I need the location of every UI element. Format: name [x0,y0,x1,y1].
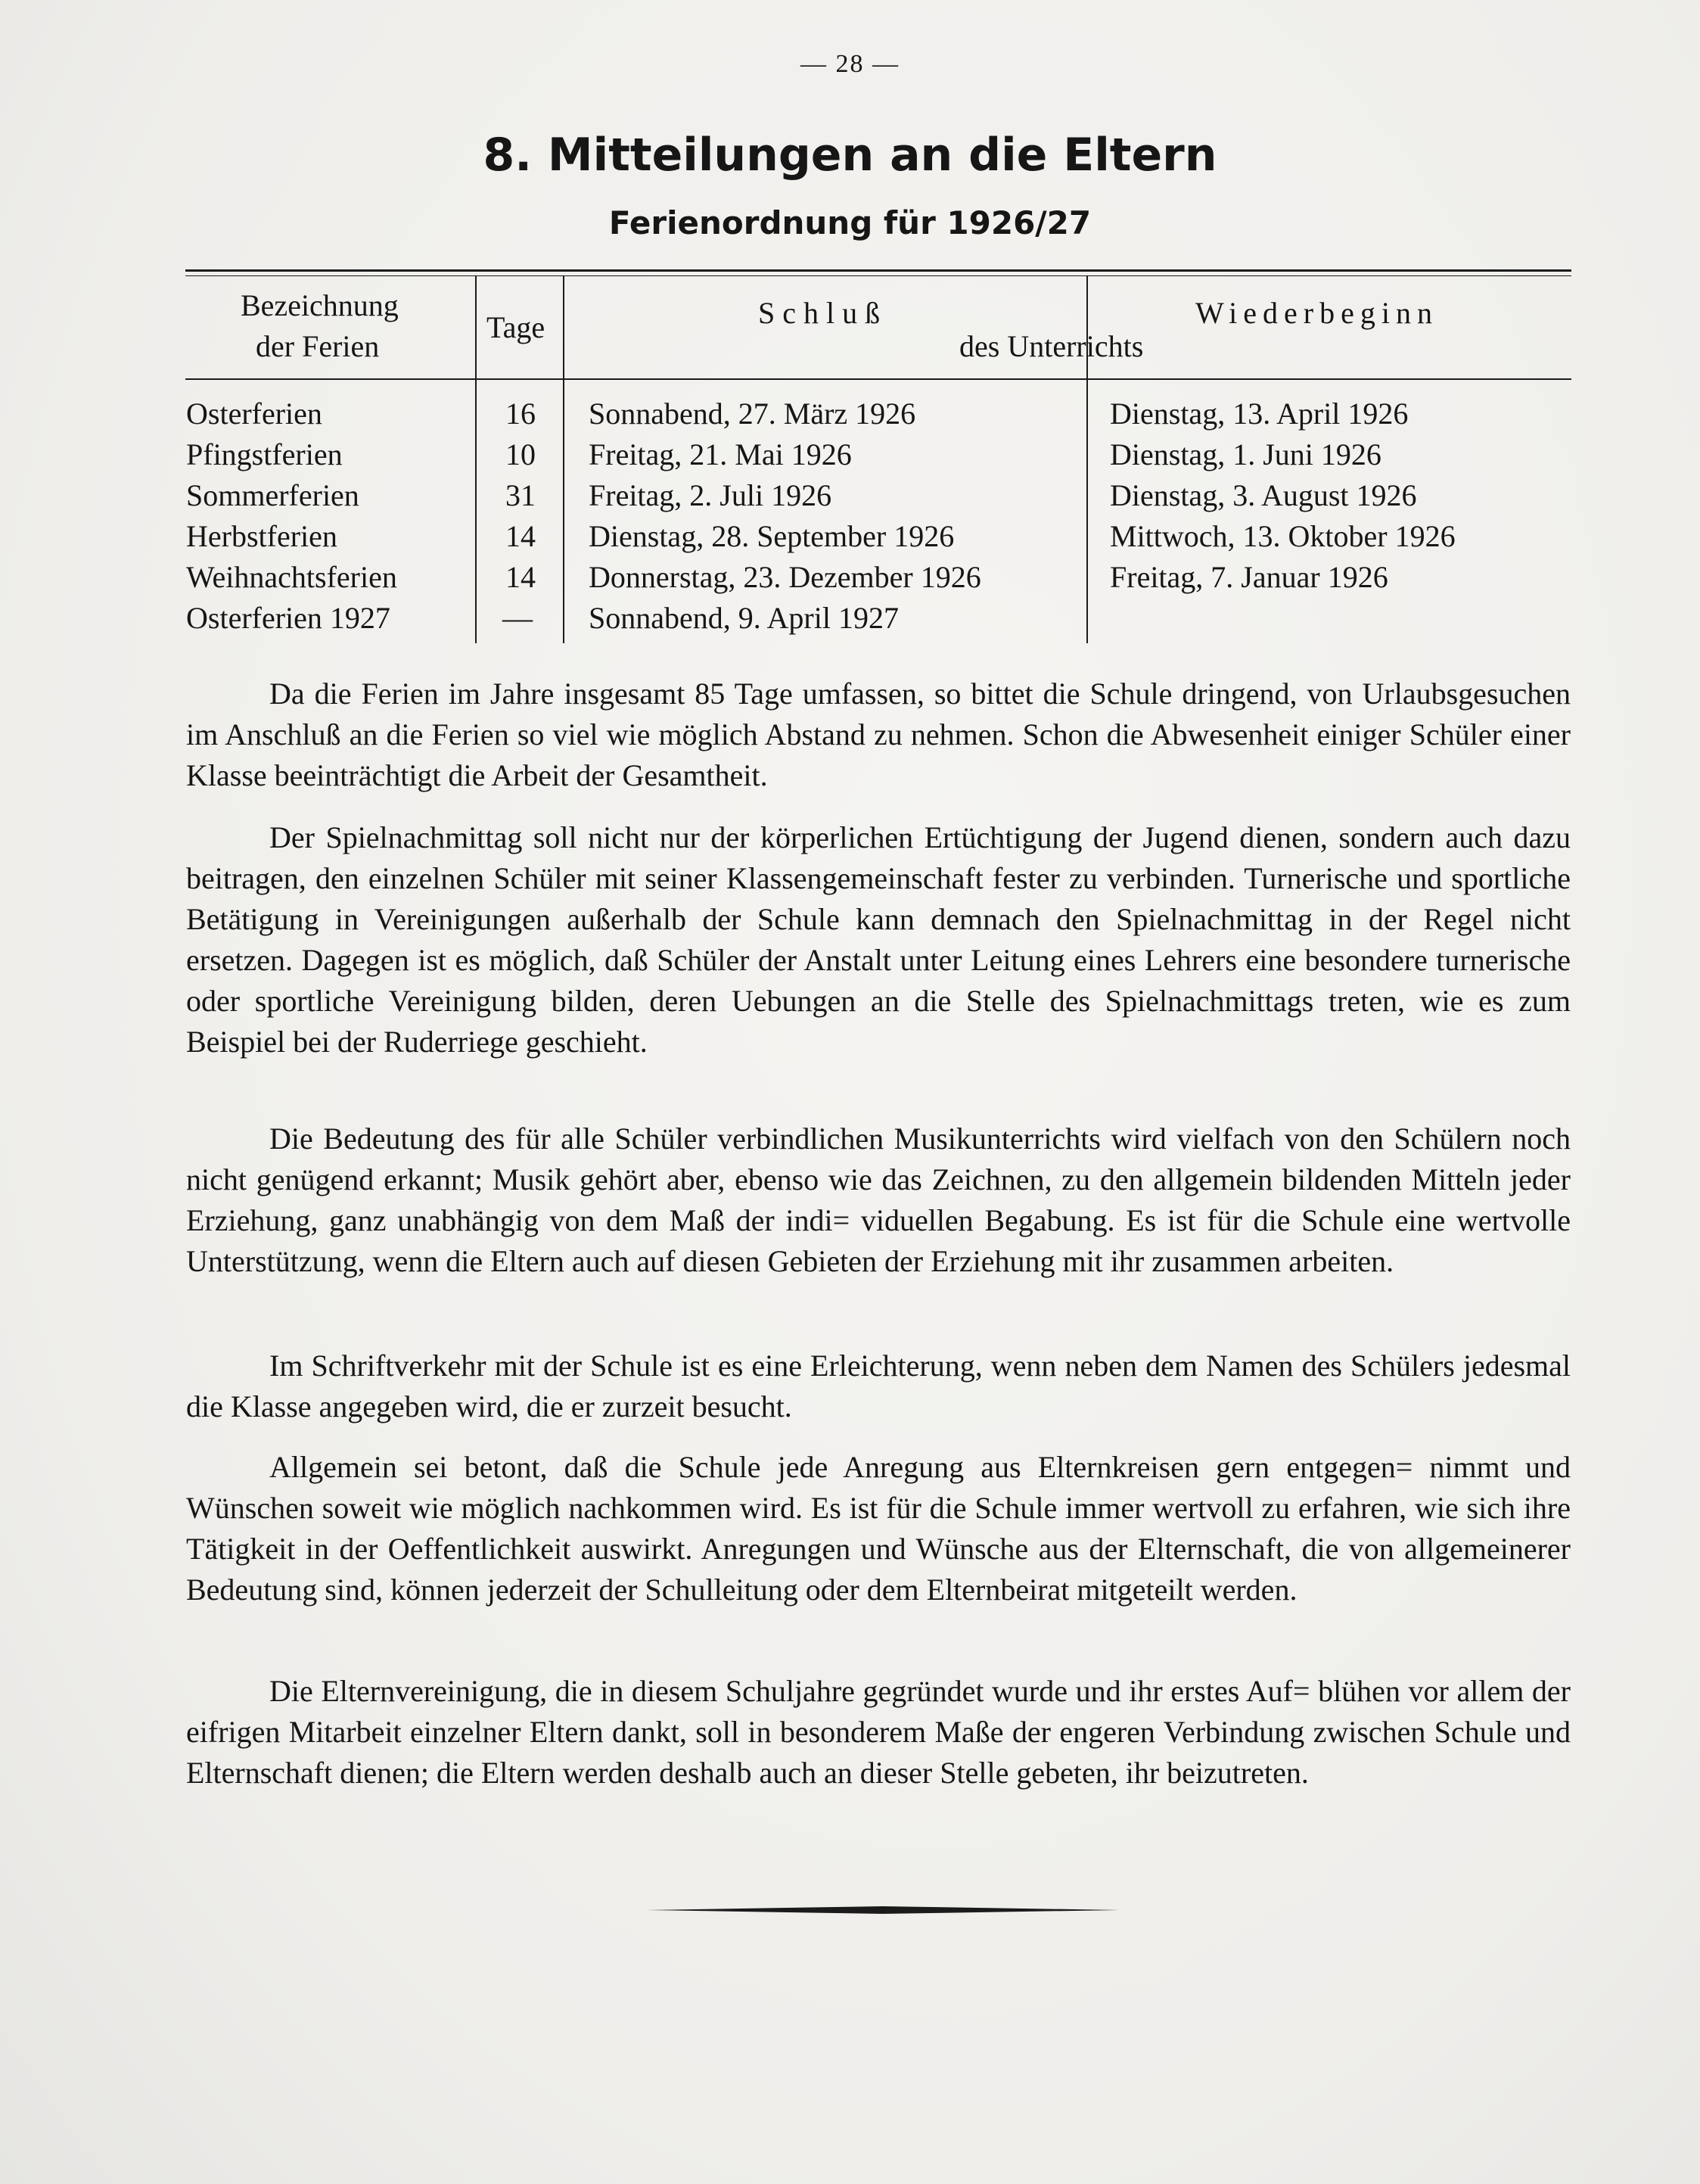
row-end: Sonnabend, 9. April 1927 [589,601,899,635]
row-name: Herbstferien [186,519,337,553]
paragraph-holidays: Da die Ferien im Jahre insgesamt 85 Tage umfassen, so bittet die Schule dringend, von Urlaubsgesuchen im Anschluß an die Ferien so viel wie möglich Abstand zu nehmen. Schon die Abwesenheit einiger Schüler einer Klasse beeinträchtigt die Arbeit der Gesamtheit. [186,677,1571,792]
paragraph-parents-association: Die Elternvereinigung, die in diesem Schuljahre gegründet wurde und ihr erstes Auf= blühen vor allem der eifrigen Mitarbeit einzelner Eltern dankt, soll in besonderem Maße der engeren Verbindung zwischen Schule und Elternschaft dienen; die Eltern werden deshalb auch an dieser Stelle gebeten, ihr beizutreten. [186,1674,1571,1790]
header-end: Schluß [758,296,888,330]
paragraph-music: Die Bedeutung des für alle Schüler verbindlichen Musikunterrichts wird vielfach von den Schülern noch nicht genügend erkannt; Musik gehört aber, ebenso wie das Zeichnen, zu den allgemein bildenden Mitteln jeder Erziehung, ganz unabhängig von dem Maß der indi= viduellen Begabung. Es ist für die Schule eine wertvolle Unterstützung, wenn die Eltern auch auf diesen Gebieten der Erziehung mit ihr zusammen arbeiten. [186,1122,1571,1278]
row-days: 14 [505,560,536,594]
row-name: Weihnachtsferien [186,560,397,594]
row-restart: Mittwoch, 13. Oktober 1926 [1110,519,1456,553]
table-top-rule [185,269,1571,272]
paragraph-suggestions: Allgemein sei betont, daß die Schule jede Anregung aus Elternkreisen gern entgegen= nimmt und Wünschen soweit wie möglich nachkommen wird. Es ist für die Schule immer wertvoll zu erfahren, wie sich ihre Tätigkeit in der Oeffentlichkeit auswirkt. Anregungen und Wünsche aus der Elternschaft, die von allgemeinerer Bedeutung sind, können jederzeit der Schulleitung oder dem Elternbeirat mitgeteilt werden. [186,1450,1571,1607]
header-shared: des Unterrichts [959,329,1144,363]
row-days: 14 [505,519,536,553]
table-title: Ferienordnung für 1926/27 [608,204,1092,241]
row-restart: Dienstag, 3. August 1926 [1110,478,1417,512]
table-top-rule-inner [185,275,1571,276]
paragraph-correspondence: Im Schriftverkehr mit der Schule ist es eine Erleichterung, wenn neben dem Namen des Schülers jedesmal die Klasse angegeben wird, die er zurzeit besucht. [186,1349,1571,1423]
header-name-line2: der Ferien [256,329,380,363]
header-restart: Wiederbeginn [1195,296,1438,330]
row-name: Sommerferien [186,478,359,512]
row-days: 10 [505,437,536,471]
row-days: 31 [505,478,536,512]
row-end: Dienstag, 28. September 1926 [589,519,955,553]
header-name-line1: Bezeichnung [241,288,399,322]
row-end: Donnerstag, 23. Dezember 1926 [589,560,981,594]
column-divider-2 [563,276,564,643]
row-restart: Dienstag, 13. April 1926 [1110,397,1409,431]
paragraph-sports-afternoon: Der Spielnachmittag soll nicht nur der körperlichen Ertüchtigung der Jugend dienen, sondern auch dazu beitragen, den einzelnen Schüler mit seiner Klassengemeinschaft fester zu verbinden. Turnerische und sportliche Betätigung in Vereinigungen außerhalb der Schule kann demnach den Spielnachmittag in der Regel nicht ersetzen. Dagegen ist es möglich, daß Schüler der Anstalt unter Leitung eines Lehrers eine besondere turnerische oder sportliche Vereinigung bilden, deren Uebungen an die Stelle des Spielnachmittags treten, wie es zum Beispiel bei der Ruderriege geschieht. [186,820,1571,1059]
page-number: — 28 — [800,50,900,78]
column-divider-1 [475,276,477,643]
row-end: Freitag, 2. Juli 1926 [589,478,832,512]
row-restart: Dienstag, 1. Juni 1926 [1110,437,1381,471]
row-restart: Freitag, 7. Januar 1926 [1110,560,1388,594]
row-name: Osterferien 1927 [186,601,390,635]
row-name: Pfingstferien [186,437,343,471]
row-name: Osterferien [186,397,322,431]
header-days: Tage [486,310,545,344]
table-header-rule [185,378,1571,380]
section-title: 8. Mitteilungen an die Eltern [483,129,1217,182]
row-end: Sonnabend, 27. März 1926 [589,397,916,431]
closing-ornament-rule [647,1906,1120,1915]
row-days: — [502,601,533,635]
row-end: Freitag, 21. Mai 1926 [589,437,852,471]
row-days: 16 [505,397,536,431]
